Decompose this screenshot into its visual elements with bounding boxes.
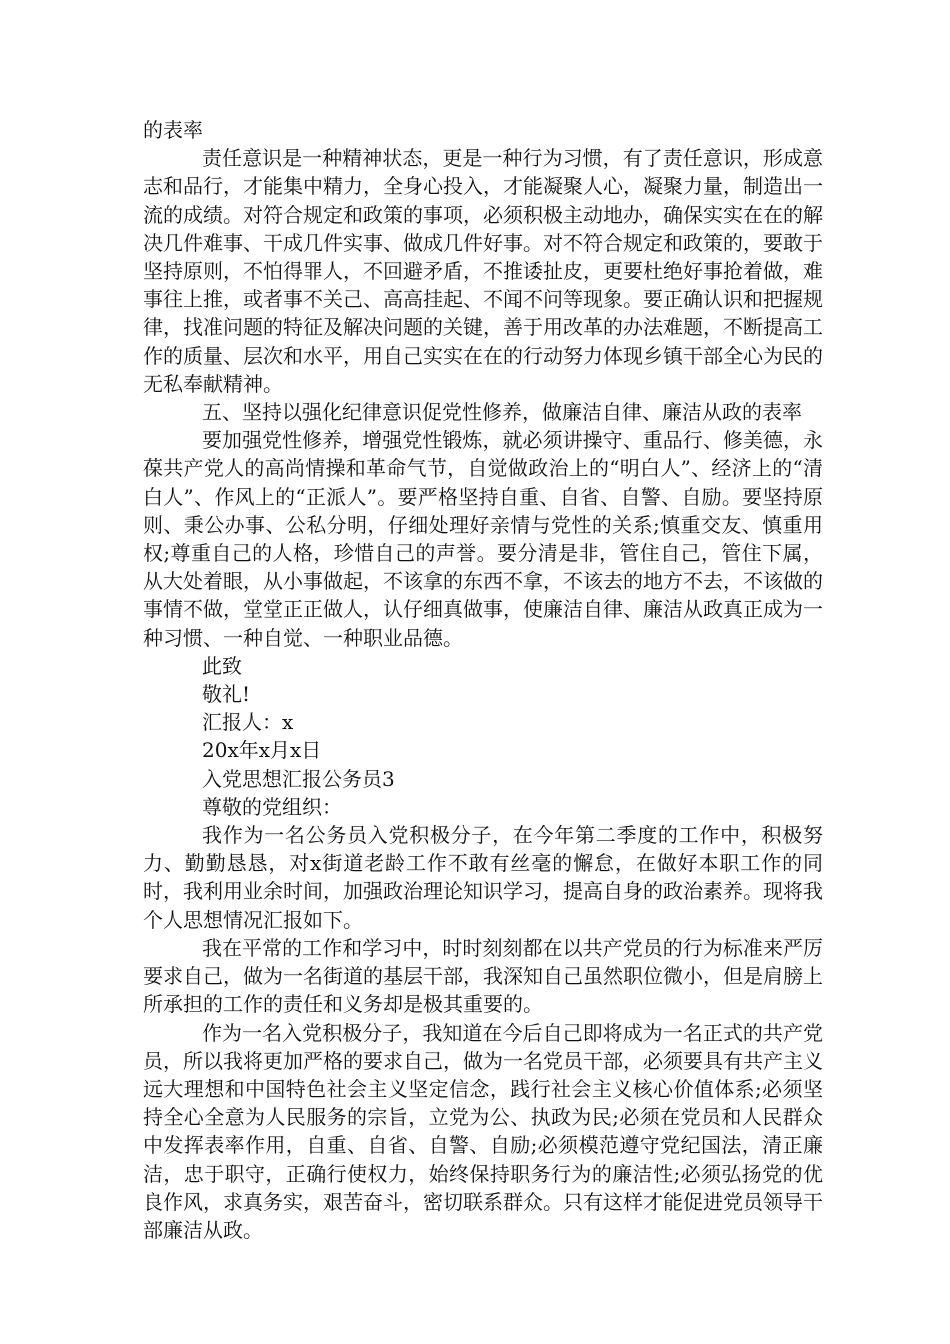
paragraph-4: 我作为一名公务员入党积极分子，在今年第二季度的工作中，积极努力、勤勤恳恳，对x街道老龄工作不敢有丝毫的懈怠，在做好本职工作的同时，我利用业余时间，加强政治理论知识学习，提高自身的政治素养。现将我个人思想情况汇报如下。 — [143, 823, 823, 932]
paragraph-1: 的表率 — [143, 118, 203, 142]
reporter-line: 汇报人：x — [202, 710, 294, 735]
closing-salutation: 此致 — [202, 653, 242, 678]
document-body — [143, 116, 823, 1244]
paragraph-2: 责任意识是一种精神状态，更是一种行为习惯，有了责任意识，形成意志和品行，才能集中精力，全身心投入，才能凝聚人心，凝聚力量，制造出一流的成绩。对符合规定和政策的事项，必须积极主动地办，确保实实在在的解决几件难事、干成几件实事、做成几件好事。对不符合规定和政策的，要敢于坚持原则，不怕得罪人，不回避矛盾，不推诿扯皮，更要杜绝好事抢着做，难事往上推，或者事不关己、高高挂起、不闻不问等现象。要正确认识和把握规律，找准问题的特征及解决问题的关键，善于用改革的办法难题，不断提高工作的质量、层次和水平，用自己实实在在的行动努力体现乡镇干部全心为民的无私奉献精神。 — [143, 146, 823, 396]
paragraph-3: 要加强党性修养，增强党性锻炼，就必须讲操守、重品行、修美德，永葆共产党人的高尚情操和革命气节，自觉做政治上的“明白人”、经济上的“清白人”、作风上的“正派人”。要严格坚持自重、自省、自警、自励。要坚持原则、秉公办事、公私分明，仔细处理好亲情与党性的关系;慎重交友、慎重用权;尊重自己的人格，珍惜自己的声誉。要分清是非，管住自己，管住下属，从大处着眼，从小事做起，不该拿的东西不拿，不该去的地方不去，不该做的事情不做，堂堂正正做人，认仔细真做事，使廉洁自律、廉洁从政真正成为一种习惯、一种自觉、一种职业品德。 — [143, 428, 823, 650]
greeting: 尊敬的党组织： — [202, 794, 342, 819]
report-title: 入党思想汇报公务员3 — [202, 766, 395, 791]
section-heading-5: 五、坚持以强化纪律意识促党性修养，做廉洁自律、廉洁从政的表率 — [202, 400, 802, 425]
date-line: 20x年x月x日 — [202, 738, 322, 763]
paragraph-5: 我在平常的工作和学习中，时时刻刻都在以共产党员的行为标准来严厉要求自己，做为一名街道的基层干部，我深知自己虽然职位微小，但是肩膀上所承担的工作的责任和义务却是极其重要的。 — [143, 935, 823, 1017]
closing-regards: 敬礼! — [202, 682, 251, 707]
paragraph-6: 作为一名入党积极分子，我知道在今后自己即将成为一名正式的共产党员，所以我将更加严格的要求自己，做为一名党员干部，必须要具有共产主义远大理想和中国特色社会主义坚定信念，践行社会主义核心价值体系;必须坚持全心全意为人民服务的宗旨，立党为公、执政为民;必须在党员和人民群众中发挥表率作用，自重、自省、自警、自励;必须模范遵守党纪国法，清正廉洁，忠于职守，正确行使权力，始终保持职务行为的廉洁性;必须弘扬党的优良作风，求真务实，艰苦奋斗，密切联系群众。只有这样才能促进党员领导干部廉洁从政。 — [143, 1020, 823, 1242]
